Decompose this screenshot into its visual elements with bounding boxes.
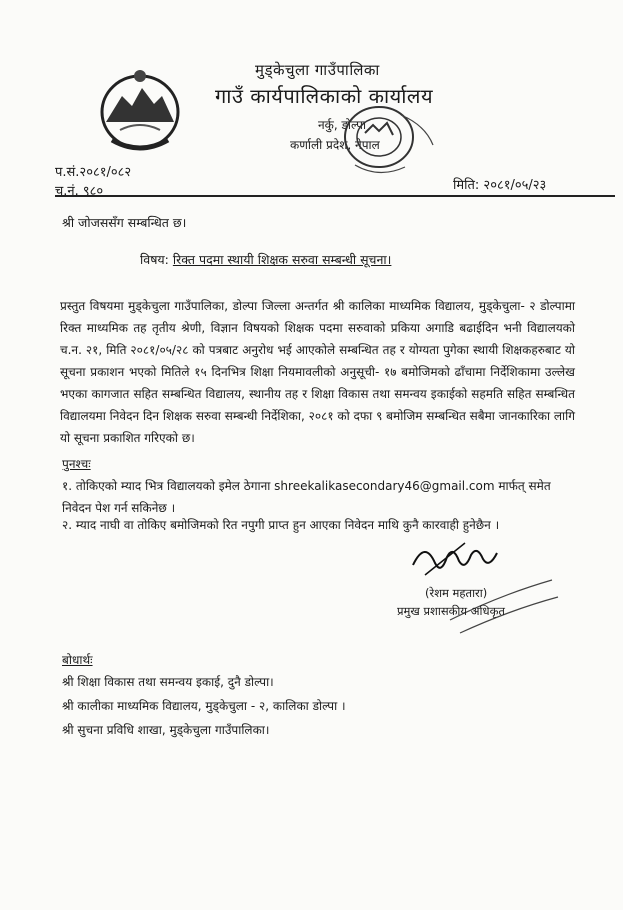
cc-item: श्री कालीका माध्यमिक विद्यालय, मुड्केचुला - २, कालिका डोल्पा । bbox=[62, 699, 346, 713]
subject-text: रिक्त पदमा स्थायी शिक्षक सरुवा सम्बन्धी सूचना। bbox=[172, 252, 392, 267]
subject-label: विषय: bbox=[140, 252, 169, 267]
header-divider bbox=[55, 195, 615, 197]
subject-line bbox=[140, 251, 391, 268]
municipality-name: मुड्केचुला गाउँपालिका bbox=[255, 61, 380, 79]
cc-list bbox=[62, 670, 346, 742]
dispatch-number: च.नं. ९८० bbox=[55, 184, 104, 199]
cc-item: श्री सुचना प्रविधि शाखा, मुड्केचुला गाउँपालिका। bbox=[62, 723, 270, 737]
postscript-label: पुनश्चः bbox=[62, 457, 91, 471]
postscript-item-2: २. म्याद नाघी वा तोकिए बमोजिमको रित नपुगी प्राप्त हुन आएका निवेदन माथि कुनै कारवाही हुनेछैन । bbox=[62, 518, 500, 532]
letter-date: मिति: २०८१/०५/२३ bbox=[453, 178, 547, 193]
address-line-1: नर्कु, डोल्पा bbox=[318, 118, 367, 132]
cc-item: श्री शिक्षा विकास तथा समन्वय इकाई, दुनै डोल्पा। bbox=[62, 675, 274, 689]
office-title: गाउँ कार्यपालिकाको कार्यालय bbox=[215, 84, 434, 108]
signatory-title: प्रमुख प्रशासकीय अधिकृत bbox=[397, 604, 505, 618]
addressee: श्री जोजससँग सम्बन्धित छ। bbox=[62, 215, 187, 230]
body-paragraph: प्रस्तुत विषयमा मुड्केचुला गाउँपालिका, डोल्पा जिल्ला अन्तर्गत श्री कालिका माध्यमिक विद्यालय, मुड्केचुला- २ डोल्पामा रिक्त माध्यमिक तह तृतीय श्रेणी, विज्ञान विषयको शिक्षक पदमा सरुवाको प्रकिया अगाडि बढाईदिन भनी विद्यालयको च.न. २१, मिति २०८१/०५/२८ को पत्रबाट अनुरोध भई आएकोले सम्बन्धित तह र योग्यता पुगेका स्थायी शिक्षकहरुबाट यो सूचना प्रकाशन भएको मितिले १५ दिनभित्र शिक्षा नियमावलीको अनुसूची- १७ बमोजिमको ढाँचामा निर्देशिकामा उल्लेख भएका कागजात सहित सम्बन्धित विद्यालय, स्थानीय तह र शिक्षा विकास तथा समन्वय इकाईको सहमति सहित सम्बन्धित विद्यालयमा निवेदन दिन शिक्षक सरुवा सम्बन्धी निर्देशिका, २०८१ को दफा ९ बमोजिम सम्बन्धित सबैमा जानकारिका लागि यो सूचना प्रकाशित गरिएको छ। bbox=[60, 299, 575, 445]
cc-label: बोधार्थः bbox=[62, 653, 93, 667]
office-seal-stamp-icon bbox=[335, 95, 440, 185]
letter-number: प.सं.२०८१/०८२ bbox=[55, 165, 132, 180]
postscript-item-1: १. तोकिएको म्याद भित्र विद्यालयको इमेल ठेगाना shreekalikasecondary46@gmail.com मार्फत् समेत निवेदन पेश गर्न सकिनेछ । bbox=[62, 479, 551, 515]
signatory-name: (रेशम महतारा) bbox=[425, 586, 488, 600]
address-line-2: कर्णाली प्रदेश, नेपाल bbox=[290, 138, 380, 152]
nepal-emblem-icon bbox=[92, 60, 188, 156]
